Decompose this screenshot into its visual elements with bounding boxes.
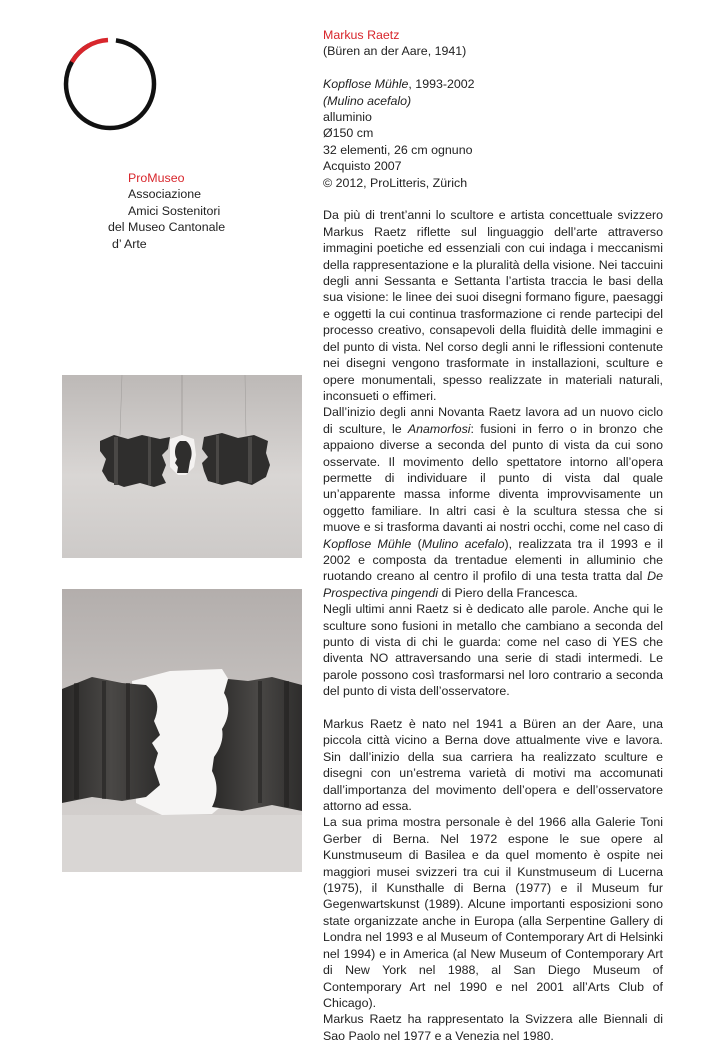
- org-block: [100, 170, 230, 252]
- work-diameter: Ø150 cm: [323, 126, 374, 141]
- work-title: Kopflose Mühle: [323, 77, 409, 92]
- org-line-2: Amici Sostenitori: [128, 203, 221, 218]
- work-copyright: © 2012, ProLitteris, Zürich: [323, 175, 468, 190]
- work-acquired: Acquisto 2007: [323, 159, 402, 174]
- work-material: alluminio: [323, 110, 372, 125]
- body-paragraph-4: Markus Raetz è nato nel 1941 a Büren an der Aare, una piccola città vicino a Berna dove attualmente vive e lavora. Sin dall’inizio della sua carriera ha realizzato sculture e disegni con un’estrema varietà di motivi ma accomunati dall’importanza del movimento dell’opera e dell’osservatore attorno ad essa.: [323, 717, 663, 814]
- org-name: ProMuseo: [128, 171, 185, 185]
- org-line-4-prefix: d’: [112, 236, 122, 251]
- work-title-it: (Mulino acefalo): [323, 93, 412, 108]
- text-column: [323, 27, 663, 1044]
- body-paragraph-3: Negli ultimi anni Raetz si è dedicato alle parole. Anche qui le sculture sono fusioni in metallo che cambiano a seconda del punto di vista di chi le guarda: come nel caso di YES che diventa NO attraversando una serie di stadi intermedi. Le parole possono così trasformarsi nel loro contrario a seconda del punto di vista dell’osservatore.: [323, 602, 663, 699]
- work-elements: 32 elementi, 26 cm ognuno: [323, 142, 473, 157]
- body-paragraph-6: Markus Raetz ha rappresentato la Svizzera alle Biennali di Sao Paolo nel 1977 e a Venezia nel 1980.: [323, 1012, 663, 1043]
- artwork-photo-closeup: [62, 589, 302, 872]
- org-line-3-prefix: del: [108, 220, 125, 235]
- org-line-4: Arte: [123, 236, 147, 251]
- artist-name: Markus Raetz: [323, 28, 400, 42]
- body-paragraph-1: Da più di trent’anni lo scultore e artista concettuale svizzero Markus Raetz riflette sul linguaggio dell’arte attraverso immagini poetiche ed essenziali con cui indaga i meccanismi della rappresentazione e la pluralità della visione. Nei taccuini degli anni Sessanta e Settanta l’artista traccia le basi della sua visione: le linee dei suoi disegni formano figure, paesaggi e oggetti la cui continua trasformazione ci rende partecipi del processo creativo, consapevoli della fluidità delle immagini e del punto di vista. Nel corso degli anni le riflessioni contenute nei disegni vengono trasformate in installazioni, sculture e opere monumentali, spesso realizzate in materiali naturali, inconsueti o effimeri.: [323, 208, 663, 403]
- work-years: , 1993-2002: [408, 77, 475, 92]
- org-line-3: Museo Cantonale: [128, 220, 226, 235]
- artist-origin: (Büren an der Aare, 1941): [323, 44, 467, 59]
- artwork-photo-wide: [62, 375, 302, 558]
- body-paragraph-2: Dall’inizio degli anni Novanta Raetz lavora ad un nuovo ciclo di sculture, le Anamorfosi: fusioni in ferro o in bronzo che appaiono diverse a seconda del punto di vista da cui sono osservate. Il movimento dello spettatore intorno all’opera permette di individuare il punto di vista dal quale un’apparente massa informe diventa improvvisamente un oggetto familiare. In altri casi è la scultura stessa che si muove e si trasforma davanti ai nostri occhi, come nel caso di Kopflose Mühle (Mulino acefalo), realizzata tra il 1993 e il 2002 e composta da trentadue elementi in alluminio che ruotando creano al centro il profilo di una testa tratta dal De Prospectiva pingendi di Piero della Francesca.: [323, 405, 663, 600]
- body-paragraph-5: La sua prima mostra personale è del 1966 alla Galerie Toni Gerber di Berna. Nel 1972 espone le sue opere al Kunstmuseum di Basilea e da quel momento è ospite nei maggiori musei svizzeri tra cui il Kunstmuseum di Lucerna (1975), il Kunsthalle di Berna (1977) e il Museum fur Gegenwartskunst (1989). Alcune importanti esposizioni sono state organizzate anche in Europa (alla Serpentine Gallery di Londra nel 1993 e al Museum of Contemporary Art di Helsinki nel 1994) e in America (al New Museum of Contemporary Art di New York nel 1988, al San Diego Museum of Contemporary Art nel 1990 e nel 2001 all’Arts Club of Chicago).: [323, 815, 663, 1010]
- org-line-1: Associazione: [128, 187, 202, 202]
- promuseo-logo: [60, 24, 160, 150]
